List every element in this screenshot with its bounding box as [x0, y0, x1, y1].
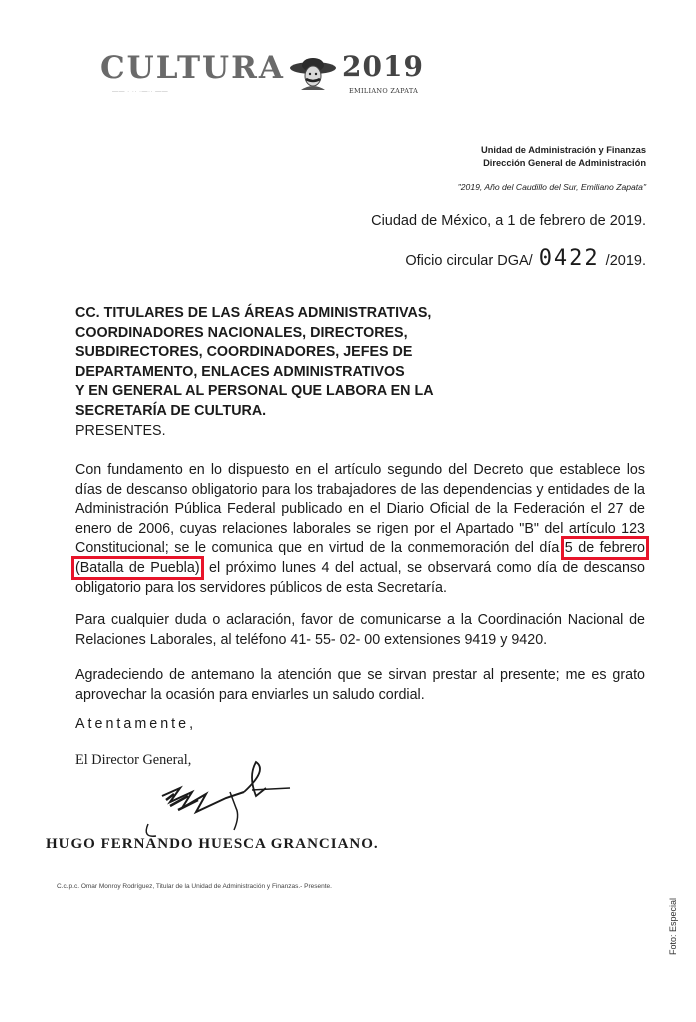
paragraph-contact: Para cualquier duda o aclaración, favor de comunicarse a la Coordinación Nacional de Relaciones Laborales, al teléfono 41- 55- 02- 00 extensiones 9419 y 9420.: [75, 612, 645, 648]
closing: Atentamente,: [75, 716, 197, 732]
presentes: PRESENTES.: [75, 422, 166, 439]
oficio-reference: [405, 246, 646, 271]
paragraph-text: , el próximo lunes 4 del actual, se observará como día de descanso obligatorio para los servidores públicos de esta Secretaría.: [75, 559, 645, 596]
logo-year: 2019: [342, 50, 424, 83]
recipient-line: COORDINADORES NACIONALES, DIRECTORES,: [75, 324, 408, 341]
photo-credit: Foto: Especial: [668, 897, 678, 955]
cultura-logo: CULTURA: [100, 50, 285, 86]
zapata-portrait-icon: [287, 52, 339, 92]
oficio-number: 0422: [538, 246, 600, 271]
handwritten-signature: [140, 758, 310, 848]
recipient-line: Y EN GENERAL AL PERSONAL QUE LABORA EN LA: [75, 383, 434, 400]
recipient-line: CC. TITULARES DE LAS ÁREAS ADMINISTRATIVAS,: [75, 305, 432, 321]
paragraph-text: Con fundamento en lo dispuesto en el artículo segundo del Decreto que establece los días de descanso obligatorio para los trabajadores de las dependencias y entidades de la Administración Pública Federal publicado en el Diario Oficial de la Federación el 27 de enero de 2006, cuyas relaciones laborales se rigen por el Apartado "B" del artículo 123 Constitucional; se le comunica que en virtud de la conmemoración del día: [75, 462, 645, 557]
unit-name: Unidad de Administración y Finanzas: [481, 145, 646, 155]
direction-name: Dirección General de Administración: [483, 158, 646, 168]
year-motto: "2019, Año del Caudillo del Sur, Emiliano Zapata": [457, 182, 646, 192]
recipients-block: [75, 304, 435, 441]
highlight-date: 5 de febrero: [564, 540, 645, 557]
oficio-prefix: Oficio circular DGA/: [405, 253, 533, 269]
ccp-note: C.c.p.c. Omar Monroy Rodríguez, Titular de la Unidad de Administración y Finanzas.- Presente.: [57, 883, 332, 890]
paragraph-decree: [75, 461, 645, 598]
signer-name: HUGO FERNANDO HUESCA GRANCIANO.: [46, 836, 379, 852]
recipient-line: DEPARTAMENTO, ENLACES ADMINISTRATIVOS: [75, 363, 405, 380]
place-date: Ciudad de México, a 1 de febrero de 2019.: [371, 213, 646, 229]
recipient-line: SECRETARÍA DE CULTURA.: [75, 402, 267, 419]
logo-tagline: —— · ·· ·—·· ——: [112, 89, 169, 95]
highlight-holiday: (Batalla de Puebla): [75, 559, 200, 576]
signer-title: El Director General,: [75, 752, 192, 768]
logo-subtitle: EMILIANO ZAPATA: [349, 87, 419, 95]
recipient-line: SUBDIRECTORES, COORDINADORES, JEFES DE: [75, 344, 413, 361]
paragraph-thanks: Agradeciendo de antemano la atención que se sirvan prestar al presente; me es grato aprovechar la ocasión para enviarles un saludo cordial.: [75, 667, 645, 703]
oficio-suffix: /2019.: [605, 253, 646, 269]
